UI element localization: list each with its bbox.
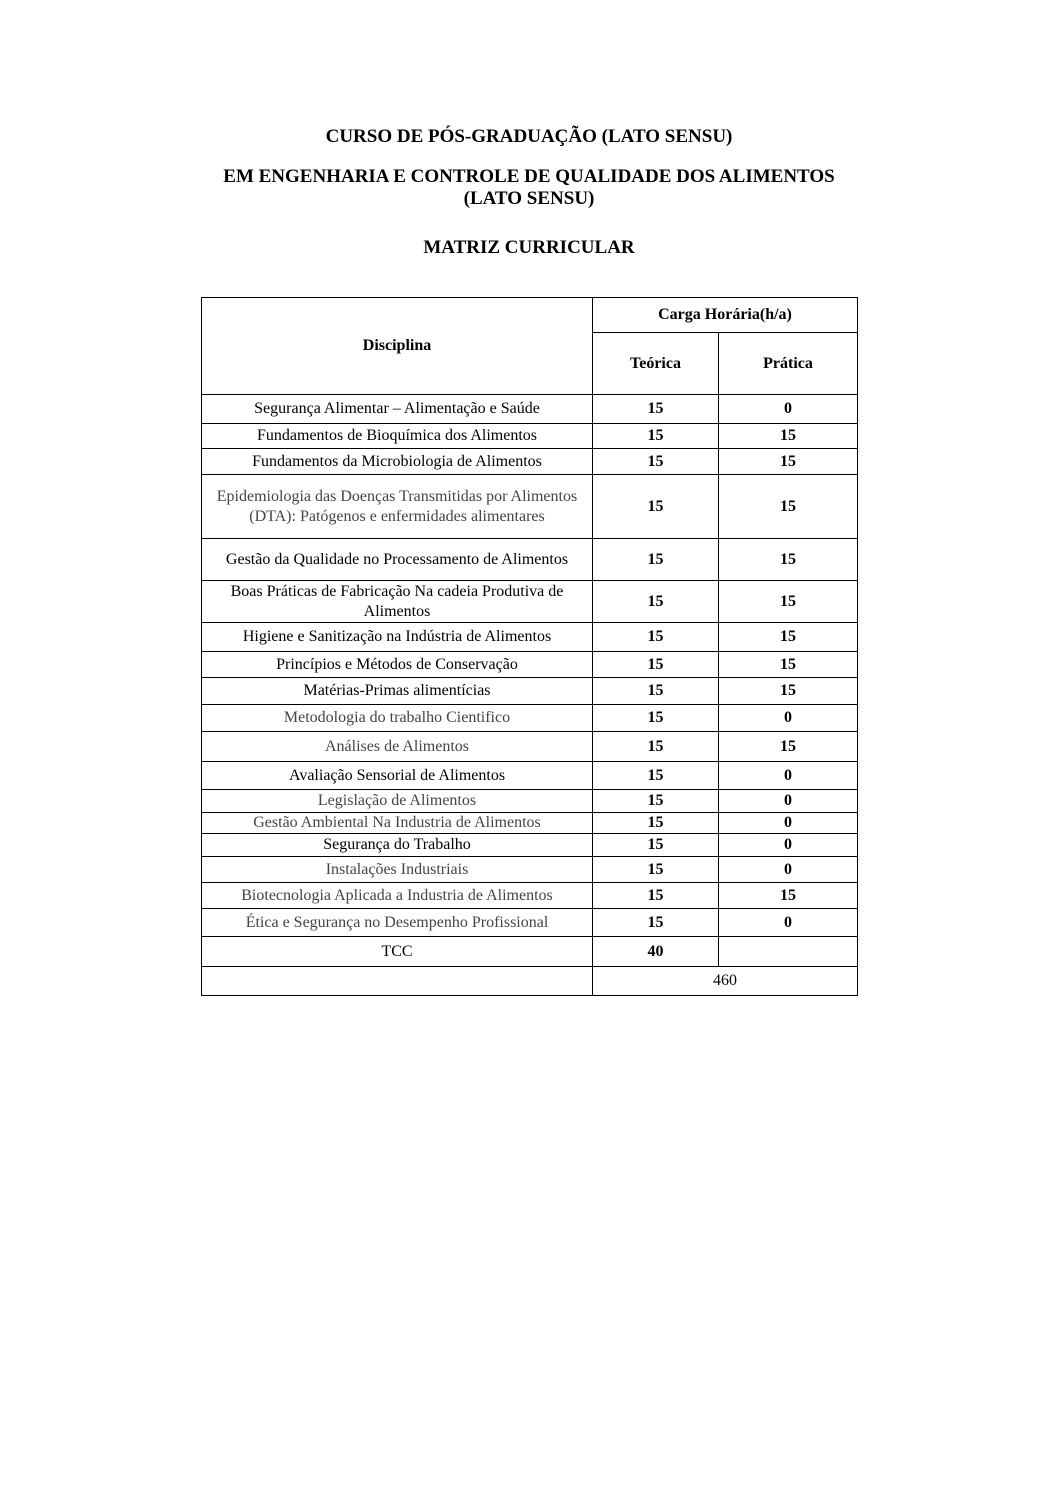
table-row — [202, 909, 858, 937]
teorica-cell: 15 — [593, 705, 719, 732]
discipline-cell: Matérias-Primas alimentícias — [202, 678, 593, 705]
teorica-cell: 15 — [593, 834, 719, 857]
pratica-cell: 15 — [719, 678, 858, 705]
discipline-cell: Avaliação Sensorial de Alimentos — [202, 762, 593, 790]
discipline-cell: Segurança do Trabalho — [202, 834, 593, 857]
discipline-cell: Epidemiologia das Doenças Transmitidas por Alimentos (DTA): Patógenos e enfermidades alimentares — [202, 475, 593, 539]
table-row — [202, 857, 858, 883]
teorica-cell: 15 — [593, 424, 719, 449]
discipline-cell: Instalações Industriais — [202, 857, 593, 883]
table-row — [202, 705, 858, 732]
pratica-cell: 15 — [719, 883, 858, 909]
curriculum-table — [201, 297, 858, 996]
teorica-cell: 15 — [593, 813, 719, 834]
section-title: MATRIZ CURRICULAR — [423, 237, 635, 258]
table-row — [202, 813, 858, 834]
teorica-cell: 15 — [593, 475, 719, 539]
pratica-cell: 15 — [719, 475, 858, 539]
discipline-cell: Legislação de Alimentos — [202, 790, 593, 813]
pratica-cell: 0 — [719, 834, 858, 857]
pratica-cell: 15 — [719, 581, 858, 623]
pratica-cell: 15 — [719, 424, 858, 449]
table-row — [202, 424, 858, 449]
teorica-cell: 15 — [593, 395, 719, 424]
course-title: CURSO DE PÓS-GRADUAÇÃO (LATO SENSU) — [325, 126, 733, 147]
teorica-cell: 15 — [593, 762, 719, 790]
teorica-cell: 15 — [593, 449, 719, 475]
course-subtitle-line1: EM ENGENHARIA E CONTROLE DE QUALIDADE DOS ALIMENTOS — [223, 166, 835, 187]
teorica-cell: 15 — [593, 883, 719, 909]
pratica-cell — [719, 937, 858, 967]
pratica-cell: 15 — [719, 652, 858, 678]
table-row — [202, 937, 858, 967]
course-subtitle-line2: (LATO SENSU) — [463, 188, 595, 209]
discipline-cell: Fundamentos da Microbiologia de Alimentos — [202, 449, 593, 475]
pratica-cell: 0 — [719, 909, 858, 937]
table-row — [202, 475, 858, 539]
header-disciplina: Disciplina — [202, 298, 593, 395]
total-value: 460 — [593, 967, 858, 996]
header-pratica: Prática — [719, 333, 858, 395]
table-row — [202, 790, 858, 813]
teorica-cell: 15 — [593, 732, 719, 762]
discipline-cell: Metodologia do trabalho Cientifico — [202, 705, 593, 732]
pratica-cell: 15 — [719, 539, 858, 581]
total-empty-cell — [202, 967, 593, 996]
teorica-cell: 15 — [593, 909, 719, 937]
table-row — [202, 834, 858, 857]
discipline-cell: Biotecnologia Aplicada a Industria de Alimentos — [202, 883, 593, 909]
table-row — [202, 449, 858, 475]
pratica-cell: 15 — [719, 623, 858, 652]
header-teorica: Teórica — [593, 333, 719, 395]
discipline-cell: Segurança Alimentar – Alimentação e Saúde — [202, 395, 593, 424]
teorica-cell: 15 — [593, 857, 719, 883]
teorica-cell: 15 — [593, 678, 719, 705]
total-row — [202, 967, 858, 996]
table-row — [202, 762, 858, 790]
discipline-cell: Boas Práticas de Fabricação Na cadeia Produtiva de Alimentos — [202, 581, 593, 623]
table-row — [202, 395, 858, 424]
teorica-cell: 15 — [593, 790, 719, 813]
table-row — [202, 539, 858, 581]
table-row — [202, 652, 858, 678]
pratica-cell: 0 — [719, 705, 858, 732]
course-subtitle — [0, 166, 1058, 210]
discipline-cell: TCC — [202, 937, 593, 967]
table-row — [202, 678, 858, 705]
pratica-cell: 0 — [719, 790, 858, 813]
pratica-cell: 15 — [719, 732, 858, 762]
teorica-cell: 15 — [593, 652, 719, 678]
teorica-cell: 40 — [593, 937, 719, 967]
teorica-cell: 15 — [593, 539, 719, 581]
discipline-cell: Ética e Segurança no Desempenho Profissional — [202, 909, 593, 937]
teorica-cell: 15 — [593, 581, 719, 623]
discipline-cell: Análises de Alimentos — [202, 732, 593, 762]
discipline-cell: Fundamentos de Bioquímica dos Alimentos — [202, 424, 593, 449]
discipline-cell: Higiene e Sanitização na Indústria de Alimentos — [202, 623, 593, 652]
discipline-cell: Princípios e Métodos de Conservação — [202, 652, 593, 678]
pratica-cell: 0 — [719, 395, 858, 424]
pratica-cell: 15 — [719, 449, 858, 475]
table-row — [202, 732, 858, 762]
discipline-cell: Gestão da Qualidade no Processamento de Alimentos — [202, 539, 593, 581]
header-carga-horaria: Carga Horária(h/a) — [593, 298, 858, 333]
pratica-cell: 0 — [719, 762, 858, 790]
table-row — [202, 623, 858, 652]
discipline-cell: Gestão Ambiental Na Industria de Alimentos — [202, 813, 593, 834]
table-row — [202, 581, 858, 623]
pratica-cell: 0 — [719, 857, 858, 883]
teorica-cell: 15 — [593, 623, 719, 652]
table-row — [202, 883, 858, 909]
pratica-cell: 0 — [719, 813, 858, 834]
